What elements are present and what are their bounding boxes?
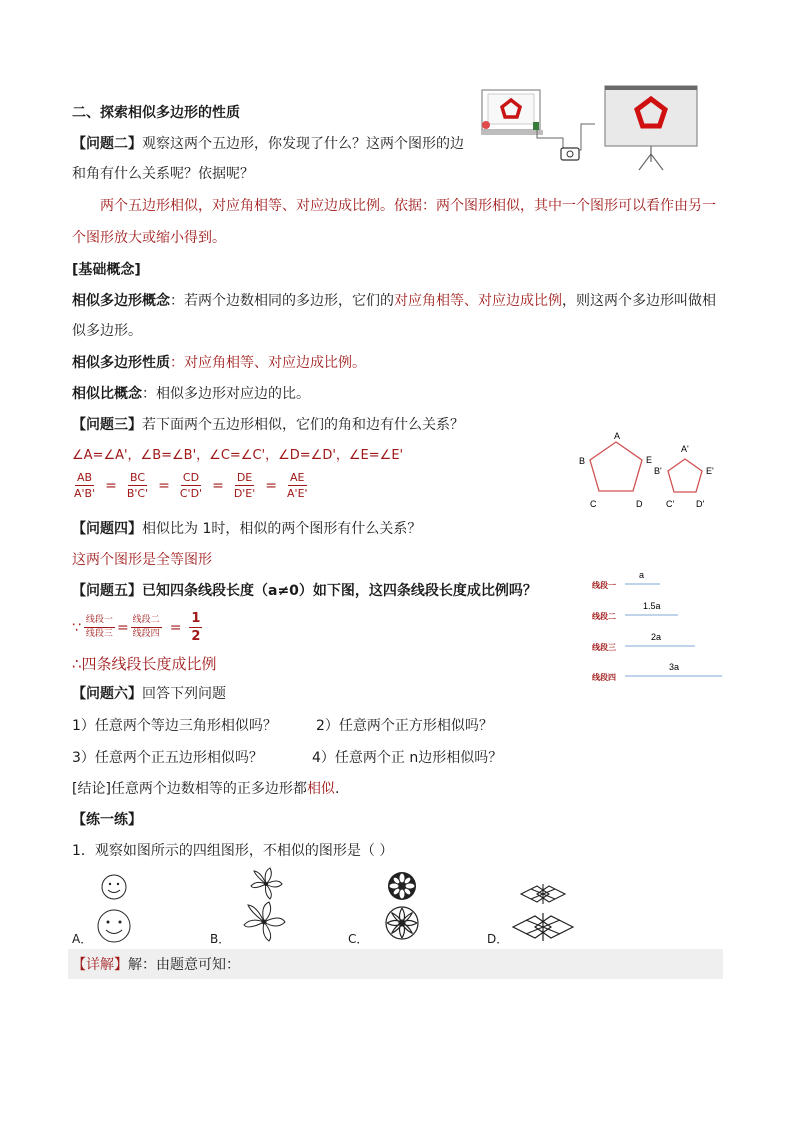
option-a-label[interactable]: A． <box>72 932 93 946</box>
vertex-label: A' <box>681 444 689 454</box>
fraction-denominator: 线段四 <box>132 629 160 639</box>
fraction <box>131 615 162 640</box>
knots-figure <box>510 878 580 944</box>
concept-term: 相似比概念 <box>72 386 142 402</box>
flowers-figure <box>234 866 298 944</box>
fraction-denominator: A'B' <box>74 487 96 500</box>
concept-highlight: 对应角相等、对应边成比例 <box>394 293 562 309</box>
similar-pentagons-figure <box>572 425 732 515</box>
practice-header: 【练一练】 <box>72 812 142 828</box>
segment-length-label: 2a <box>651 632 662 642</box>
concept-text: ：相似多边形对应边的比。 <box>142 386 310 402</box>
vertex-label: E <box>646 455 653 465</box>
fraction <box>84 615 115 640</box>
vertex-label: A <box>614 431 621 441</box>
fraction <box>125 471 150 500</box>
vertex-label: C' <box>666 499 675 509</box>
fraction <box>189 611 202 644</box>
vertex-label: D <box>636 499 643 509</box>
fraction-denominator: D'E' <box>233 487 256 500</box>
equals-sign: = <box>158 477 170 494</box>
question-4-tag: 【问题四】 <box>72 521 142 537</box>
segment-name-label: 线段四 <box>592 673 616 682</box>
fraction-numerator: 线段一 <box>84 615 115 628</box>
segment-name-label: 线段一 <box>592 581 616 590</box>
rosette-icon <box>388 872 416 900</box>
fraction-numerator: CD <box>182 471 200 484</box>
fraction-numerator: AE <box>290 471 305 484</box>
fraction-denominator: A'E' <box>287 487 308 500</box>
question-6-item-3: 3）任意两个正五边形相似吗？ <box>72 750 263 766</box>
because-symbol: ∵ <box>72 619 81 636</box>
projector-icon <box>561 148 579 160</box>
question-3-tag: 【问题三】 <box>72 417 142 433</box>
conclusion-text: . <box>334 781 340 797</box>
fraction-denominator: 2 <box>191 629 201 644</box>
equals-sign: = <box>116 619 129 636</box>
concept-text-cont: 似多边形。 <box>72 323 142 339</box>
screen-icon <box>605 86 697 146</box>
question-6-item-1: 1）任意两个等边三角形相似吗？ <box>72 718 277 734</box>
fraction <box>232 471 257 500</box>
question-5-tag: 【问题五】 <box>72 583 142 599</box>
fraction <box>178 471 204 500</box>
question-2-tag: 【问题二】 <box>72 136 142 152</box>
equals-sign: = <box>265 477 278 494</box>
question-5-conclusion: ∴四条线段长度成比例 <box>72 655 217 673</box>
question-3-text: 若下面两个五边形相似，它们的角和边有什么关系？ <box>142 417 464 433</box>
concept-term: 相似多边形概念 <box>72 293 170 309</box>
vertex-label: B' <box>654 466 662 476</box>
segment-ratio-equation <box>72 611 202 644</box>
pentagon-abcde <box>590 442 642 491</box>
concept-similar-polygon <box>72 291 716 311</box>
segment-name-label: 线段二 <box>592 612 616 621</box>
question-6-text: 回答下列问题 <box>142 686 226 702</box>
segment-name-label: 线段三 <box>592 643 616 652</box>
segment-length-label: 1.5a <box>643 601 661 611</box>
section-title: 二、探索相似多边形的性质 <box>72 105 240 121</box>
concept-term: 相似多边形性质 <box>72 355 170 371</box>
basic-concepts-header: [基础概念] <box>72 262 141 278</box>
segments-figure <box>592 566 727 688</box>
fraction-denominator: 线段三 <box>85 629 113 639</box>
rosette-icon <box>386 907 418 939</box>
practice-question: 1．观察如图所示的四组图形，不相似的图形是（ ） <box>72 843 394 859</box>
question-2-answer-cont: 个图形放大或缩小得到。 <box>72 230 226 246</box>
smiley-icon <box>102 875 126 899</box>
projector-illustration <box>477 84 717 176</box>
flower-icon <box>251 868 282 899</box>
detail-tag: 【详解】 <box>72 957 128 973</box>
vertex-label: D' <box>696 499 705 509</box>
rosettes-figure <box>374 868 434 944</box>
conclusion-text: [结论]任意两个边数相等的正多边形都 <box>72 781 307 797</box>
vertex-label: C <box>590 499 597 509</box>
question-5-text: 已知四条线段长度（a≠0）如下图，这四条线段长度成比例吗？ <box>142 583 537 599</box>
fraction <box>285 471 310 500</box>
angle-equalities: ∠A=∠A'，∠B=∠B'，∠C=∠C'，∠D=∠D'，∠E=∠E' <box>72 448 404 463</box>
concept-text: ：若两个边数相同的多边形，它们的 <box>170 293 394 309</box>
question-4-answer: 这两个图形是全等图形 <box>72 552 212 568</box>
knot-icon <box>521 884 565 904</box>
question-6-item-4: 4）任意两个正 n边形相似吗？ <box>312 750 503 766</box>
concept-highlight: ：对应角相等、对应边成比例。 <box>170 355 366 371</box>
fraction-denominator: B'C' <box>126 487 149 500</box>
fraction-denominator: C'D' <box>179 487 203 500</box>
flower-icon <box>244 902 285 941</box>
question-6-tag: 【问题六】 <box>72 686 142 702</box>
option-d-label[interactable]: D． <box>487 932 509 946</box>
question-4-text: 相似比为 1时，相似的两个图形有什么关系？ <box>142 521 422 537</box>
vertex-label: B <box>579 456 586 466</box>
detail-text: 解：由题意可知： <box>128 957 240 973</box>
conclusion-highlight: 相似 <box>306 781 335 797</box>
equals-sign: = <box>169 619 182 636</box>
detail-line <box>72 955 240 975</box>
pentagon-abcde-prime <box>668 459 702 492</box>
side-ratio-equation <box>72 471 310 500</box>
red-dot-icon <box>482 121 490 129</box>
equals-sign: = <box>212 477 224 494</box>
knot-icon <box>513 913 573 941</box>
segment-length-label: a <box>639 570 645 580</box>
segment-length-label: 3a <box>669 662 680 672</box>
question-6-item-2: 2）任意两个正方形相似吗？ <box>316 718 493 734</box>
fraction-numerator: BC <box>129 471 146 484</box>
fraction-numerator: 1 <box>191 611 201 626</box>
equals-sign: = <box>105 477 117 494</box>
concept-property <box>72 353 366 373</box>
question-6-conclusion <box>72 779 339 799</box>
concept-ratio <box>72 384 310 404</box>
fraction-numerator: 线段二 <box>131 615 162 628</box>
fraction <box>72 471 97 500</box>
smiley-icon <box>98 910 130 942</box>
concept-text: ，则这两个多边形叫做相 <box>562 293 716 309</box>
question-2-answer: 两个五边形相似，对应角相等、对应边成比例。依据：两个图形相似，其中一个图形可以看作由另一 <box>100 198 716 214</box>
question-2-text-cont: 和角有什么关系呢？依据呢？ <box>72 166 254 182</box>
smiley-faces-figure <box>90 873 140 945</box>
fraction-numerator: AB <box>77 471 93 484</box>
vertex-label: E' <box>706 466 714 476</box>
question-2-text: 观察这两个五边形，你发现了什么？这两个图形的边 <box>142 136 464 152</box>
option-c-label[interactable]: C． <box>348 932 369 946</box>
option-b-label[interactable]: B． <box>210 932 231 946</box>
fraction-numerator: DE <box>236 471 253 484</box>
